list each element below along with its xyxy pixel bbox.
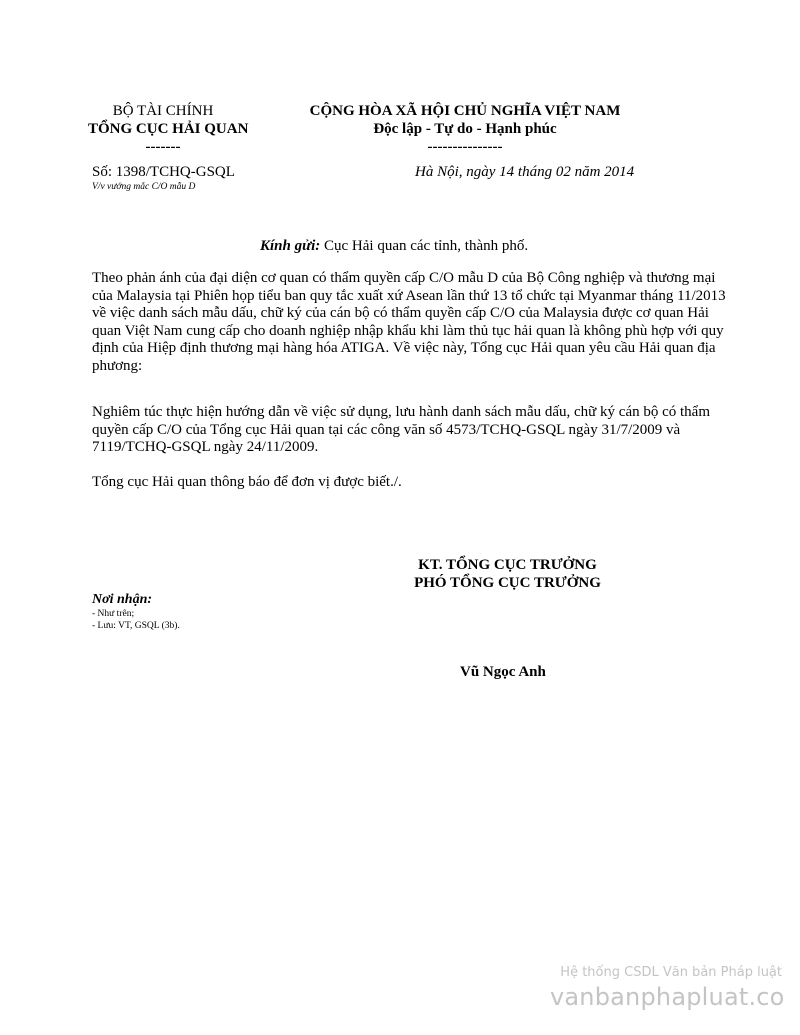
recipient-value: Cục Hải quan các tỉnh, thành phố. <box>320 238 529 254</box>
signature-title-2: PHÓ TỔNG CỤC TRƯỞNG <box>414 575 601 591</box>
department-name: TỔNG CỤC HẢI QUAN <box>88 121 249 137</box>
issuing-agency-block <box>88 102 249 156</box>
right-divider: --------------- <box>427 139 503 155</box>
national-motto: Độc lập - Tự do - Hạnh phúc <box>373 121 557 137</box>
recipient-item: - Lưu: VT, GSQL (3b). <box>92 621 180 631</box>
ministry-name: BỘ TÀI CHÍNH <box>112 103 214 119</box>
signature-title-block <box>400 556 615 592</box>
country-name: CỘNG HÒA XÃ HỘI CHỦ NGHĨA VIỆT NAM <box>309 103 621 119</box>
recipients-title: Nơi nhận: <box>92 592 153 607</box>
national-title-block <box>295 102 635 156</box>
body-paragraph-3: Tổng cục Hải quan thông báo để đơn vị được biết./. <box>92 474 402 490</box>
body-paragraph-1: Theo phản ánh của đại diện cơ quan có thẩm quyền cấp C/O mẫu D của Bộ Công nghiệp và thương mại của Malaysia tại Phiên họp tiểu ban quy tắc xuất xứ Asean lần thứ 13 tổ chức tại Myanmar tháng 11/2013 về việc danh sách mẫu dấu, chữ ký của cán bộ có thẩm quyền cấp C/O của Malaysia được cơ quan Hải quan Việt Nam cung cấp cho doanh nghiệp nhập khẩu khi làm thủ tục hải quan là không phù hợp với quy định của Hiệp định thương mại hàng hóa ATIGA. Về việc này, Tổng cục Hải quan yêu cầu Hải quan địa phương: <box>92 270 726 374</box>
document-date: Hà Nội, ngày 14 tháng 02 năm 2014 <box>415 164 635 180</box>
recipient-label: Kính gửi: <box>260 238 321 254</box>
recipient-item: - Như trên; <box>92 609 135 619</box>
watermark-line-2: vanbanphapluat.co <box>550 983 785 1011</box>
watermark-line-1: Hệ thống CSDL Văn bản Pháp luật <box>560 965 782 980</box>
recipient-line <box>260 238 528 255</box>
signature-title-1: KT. TỔNG CỤC TRƯỞNG <box>418 557 597 573</box>
body-paragraph-2: Nghiêm túc thực hiện hướng dẫn về việc sử dụng, lưu hành danh sách mẫu dấu, chữ ký cán bộ có thẩm quyền cấp C/O của Tổng cục Hải quan tại các công văn số 4573/TCHQ-GSQL ngày 31/7/2009 và 7119/TCHQ-GSQL ngày 24/11/2009. <box>92 404 711 455</box>
document-subject: V/v vướng mắc C/O mẫu D <box>92 182 196 192</box>
recipients-list <box>92 608 180 632</box>
left-divider: ------- <box>145 139 181 155</box>
document-number: Số: 1398/TCHQ-GSQL <box>92 164 235 180</box>
signer-name: Vũ Ngọc Anh <box>460 664 546 680</box>
watermark <box>550 964 785 1012</box>
